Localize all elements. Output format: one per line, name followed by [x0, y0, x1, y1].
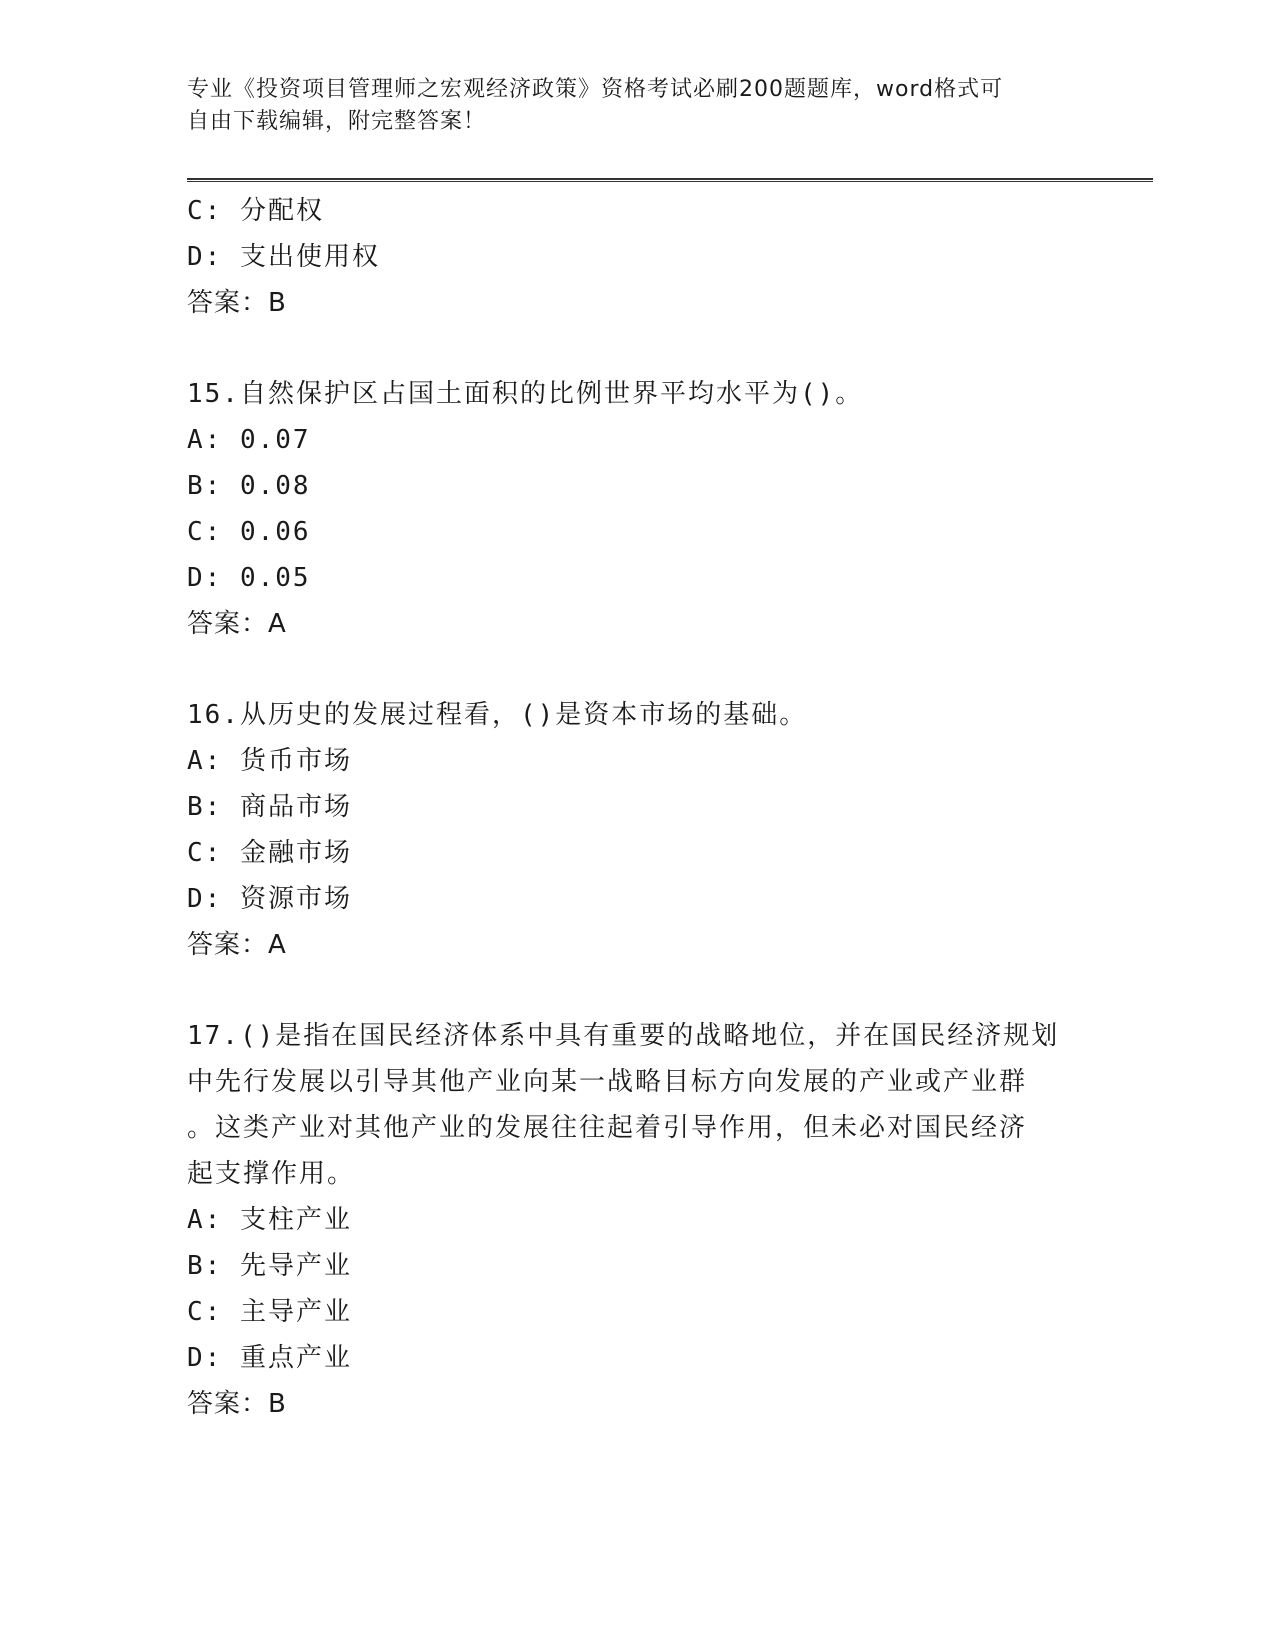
option-a: A: 支柱产业	[187, 1205, 352, 1235]
answer-line: 答案：B	[187, 1389, 287, 1419]
answer-line: 答案：B	[187, 288, 287, 318]
question-spacer	[187, 326, 1087, 371]
header-title-line-1: 专业《投资项目管理师之宏观经济政策》资格考试必刷200题题库，word格式可	[187, 77, 1004, 102]
option-c: C: 主导产业	[187, 1297, 352, 1327]
option-c: C: 0.06	[187, 517, 311, 547]
question-stem-line-3: 。这类产业对其他产业的发展往往起着引导作用，但未必对国民经济	[187, 1113, 1028, 1143]
option-c: C: 分配权	[187, 196, 324, 226]
option-d: D: 资源市场	[187, 884, 352, 914]
header-divider	[187, 178, 1153, 182]
option-d: D: 重点产业	[187, 1343, 352, 1373]
option-b: B: 先导产业	[187, 1251, 352, 1281]
question-spacer	[187, 968, 1087, 1013]
question-stem-line-4: 起支撑作用。	[187, 1159, 356, 1189]
answer-line: 答案：A	[187, 609, 287, 639]
option-c: C: 金融市场	[187, 838, 352, 868]
question-14-tail	[187, 188, 1087, 326]
header-title-line-2: 自由下载编辑，附完整答案！	[187, 109, 487, 134]
document-header	[187, 74, 1087, 138]
question-spacer	[187, 647, 1087, 692]
option-d: D: 0.05	[187, 563, 311, 593]
question-stem: 15.自然保护区占国土面积的比例世界平均水平为()。	[187, 379, 864, 409]
question-list	[187, 188, 1087, 1427]
option-b: B: 商品市场	[187, 792, 352, 822]
question-stem-line-2: 中先行发展以引导其他产业向某一战略目标方向发展的产业或产业群	[187, 1067, 1028, 1097]
question-16	[187, 692, 1087, 968]
question-17	[187, 1013, 1087, 1427]
question-15	[187, 371, 1087, 647]
answer-line: 答案：A	[187, 930, 287, 960]
option-a: A: 0.07	[187, 425, 311, 455]
option-d: D: 支出使用权	[187, 242, 380, 272]
option-a: A: 货币市场	[187, 746, 352, 776]
question-stem: 16.从历史的发展过程看，()是资本市场的基础。	[187, 700, 808, 730]
question-stem-line-1: 17.()是指在国民经济体系中具有重要的战略地位，并在国民经济规划	[187, 1021, 1060, 1051]
option-b: B: 0.08	[187, 471, 311, 501]
